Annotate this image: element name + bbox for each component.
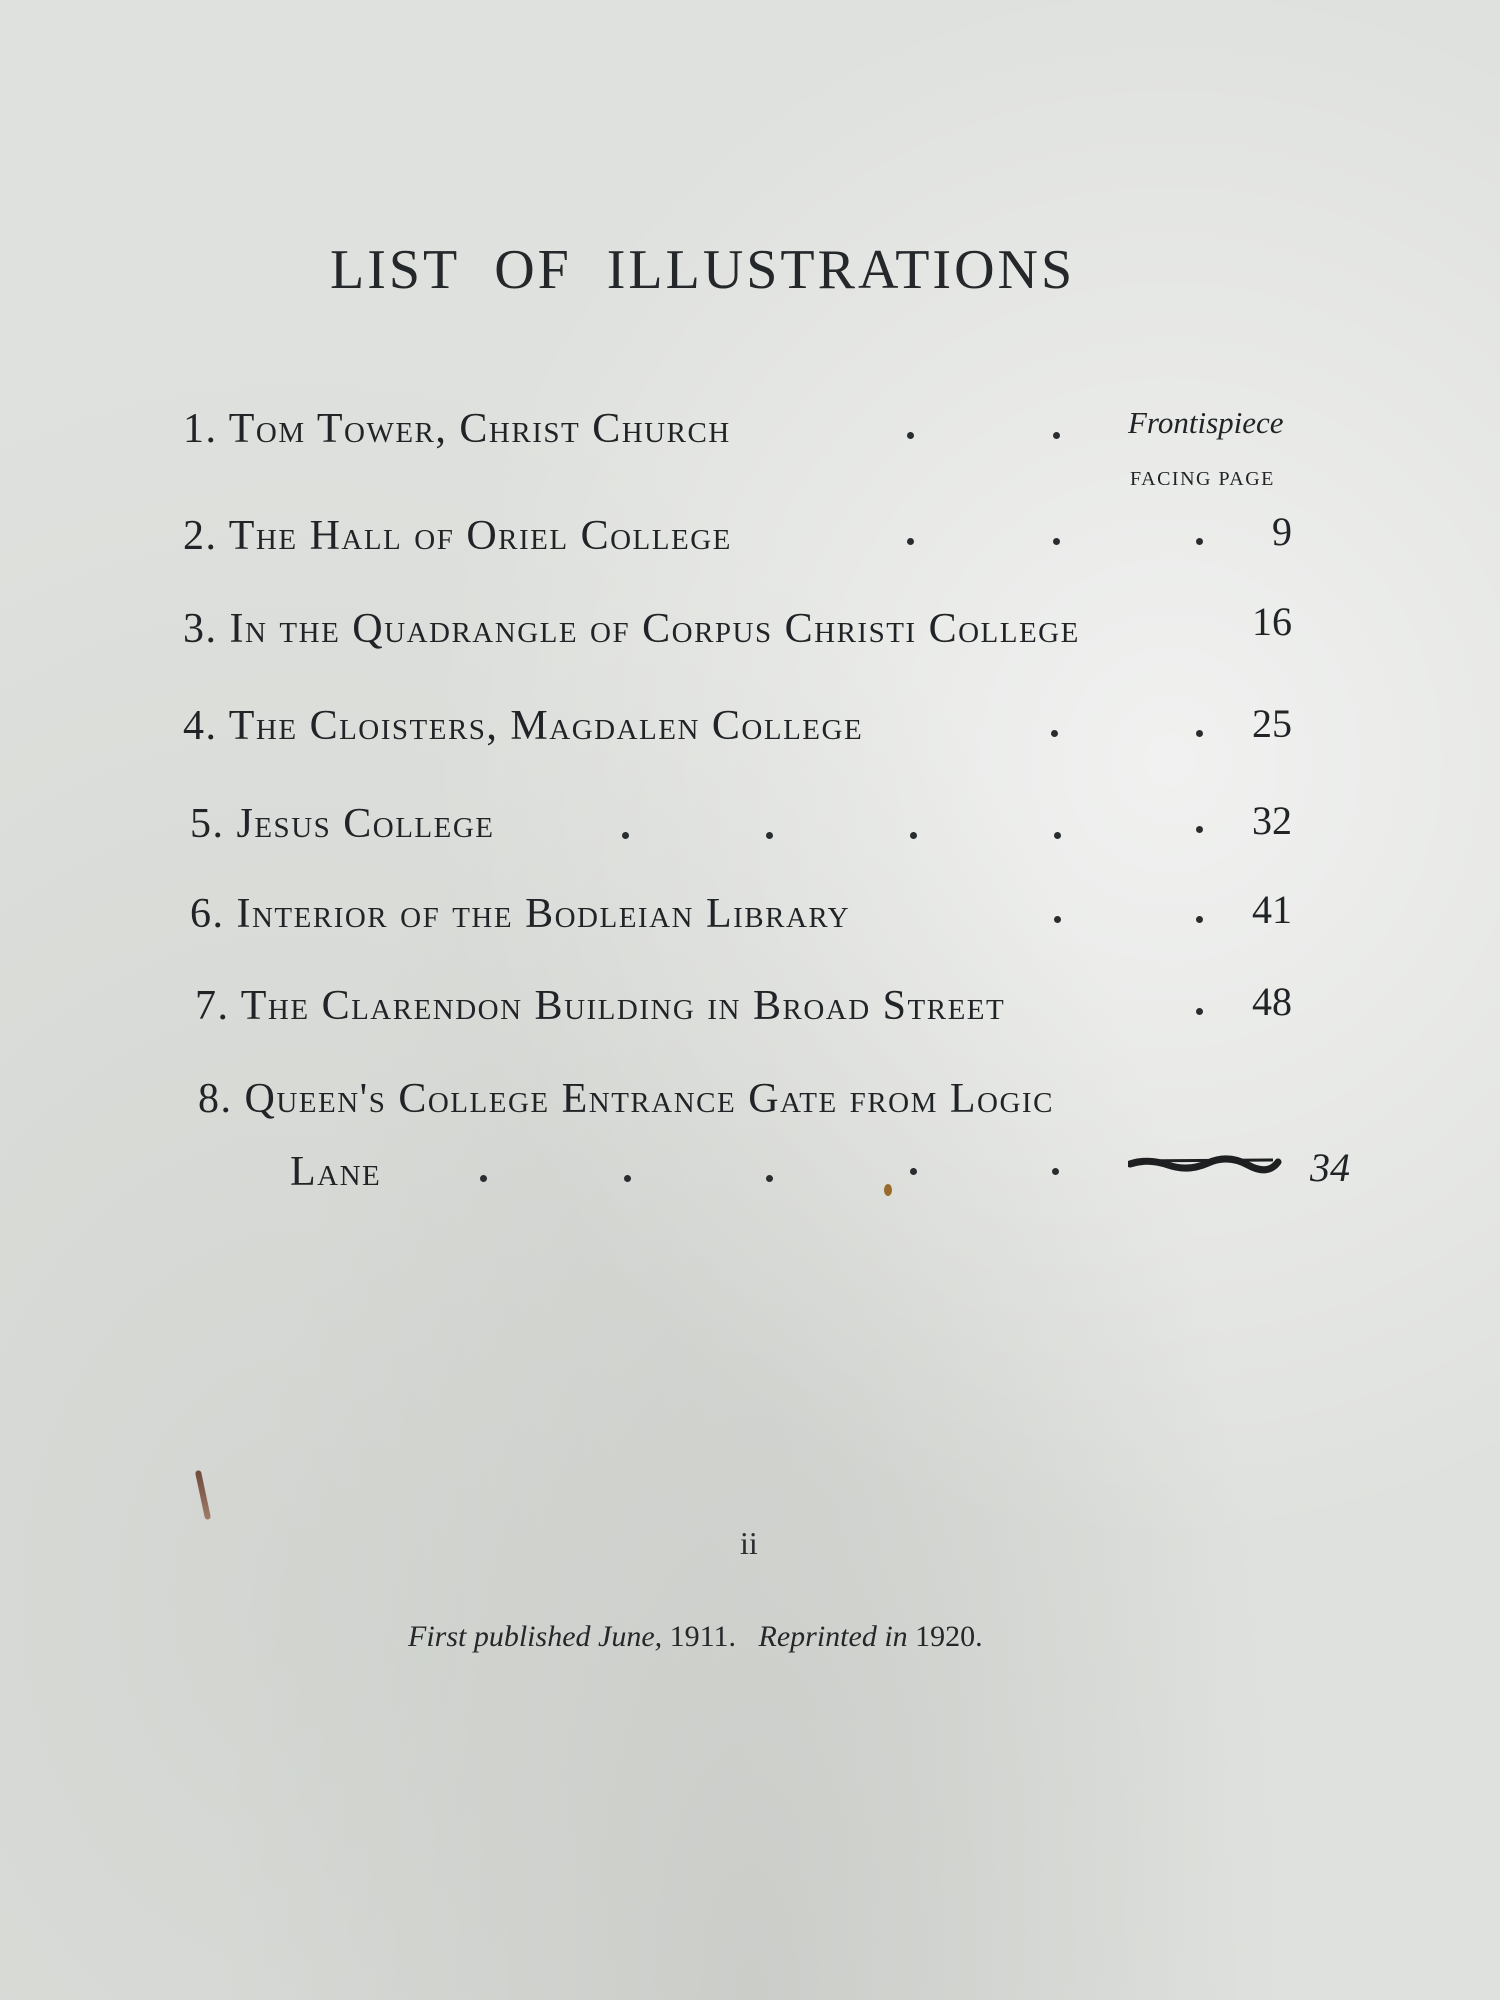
paper-stain	[884, 1184, 892, 1196]
entry-number: 6.	[190, 891, 225, 937]
entry-title: Queen's College Entrance Gate from Logic	[244, 1076, 1054, 1122]
leader-dot	[907, 538, 914, 545]
leader-dot	[1052, 1168, 1059, 1175]
entry-title: The Hall of Oriel College	[228, 513, 732, 559]
entry-title: The Clarendon Building in Broad Street	[240, 983, 1006, 1029]
facing-page-label: FACING PAGE	[1130, 468, 1275, 490]
entry-page-number: 25	[1252, 701, 1292, 746]
leader-dot	[624, 1175, 631, 1182]
illustration-entry-4	[183, 702, 863, 750]
illustration-entry-2	[183, 512, 732, 560]
paper-mark	[195, 1470, 211, 1520]
leader-dot	[1054, 832, 1061, 839]
entry-page-number: 32	[1252, 798, 1292, 843]
leader-dot	[766, 1175, 773, 1182]
leader-dot	[1196, 1008, 1203, 1015]
leader-dot	[1051, 730, 1058, 737]
leader-dot	[907, 432, 914, 439]
illustration-entry-1	[183, 405, 731, 453]
illustration-entry-8	[198, 1075, 1054, 1123]
illustration-entry-3	[183, 605, 1080, 653]
entry-title: The Cloisters, Magdalen College	[228, 703, 864, 749]
entry-title: In the Quadrangle of Corpus Christi College	[229, 606, 1080, 652]
folio-number: ii	[740, 1525, 758, 1561]
entry-page-number: 48	[1252, 979, 1292, 1024]
first-published-text: First published June,	[408, 1620, 663, 1653]
entry-number: 2.	[183, 513, 218, 559]
leader-dot	[480, 1175, 487, 1182]
entry-number: 5.	[190, 801, 225, 847]
entry-title: Tom Tower, Christ Church	[228, 406, 731, 452]
illustration-entry-5	[190, 800, 495, 848]
reprinted-text: Reprinted in	[758, 1620, 908, 1653]
leader-dot	[910, 1168, 917, 1175]
entry-title-continuation: Lane	[290, 1149, 382, 1195]
illustration-entry-6	[190, 890, 850, 938]
leader-dot	[1053, 538, 1060, 545]
illustration-entry-7	[195, 982, 1005, 1030]
entry-number: 1.	[183, 406, 218, 452]
entry-number: 7.	[195, 983, 230, 1029]
leader-dot	[1196, 916, 1203, 923]
leader-dot	[766, 832, 773, 839]
entry-page-number: 9	[1272, 509, 1292, 554]
frontispiece-label: Frontispiece	[1128, 405, 1284, 440]
leader-dot	[1054, 916, 1061, 923]
entry-number: 3.	[183, 606, 218, 652]
entry-page-number: 16	[1252, 599, 1292, 644]
leader-dot	[1196, 538, 1203, 545]
entry-title: Jesus College	[236, 801, 495, 847]
leader-dot	[1196, 826, 1203, 833]
entry-page-number: 41	[1252, 887, 1292, 932]
first-published-year: 1911.	[669, 1620, 737, 1653]
entry-title: Interior of the Bodleian Library	[236, 891, 851, 937]
struck-out-text	[1128, 1150, 1308, 1180]
leader-dot	[910, 832, 917, 839]
page-title: LIST OF ILLUSTRATIONS	[330, 239, 1076, 301]
leader-dot	[1196, 730, 1203, 737]
entry-number: 8.	[198, 1076, 233, 1122]
publication-note	[408, 1620, 983, 1654]
leader-dot	[622, 832, 629, 839]
entry-number: 4.	[183, 703, 218, 749]
reprinted-year: 1920.	[915, 1620, 983, 1653]
leader-dot	[1053, 432, 1060, 439]
entry-page-number-handwritten: 34	[1310, 1145, 1350, 1190]
